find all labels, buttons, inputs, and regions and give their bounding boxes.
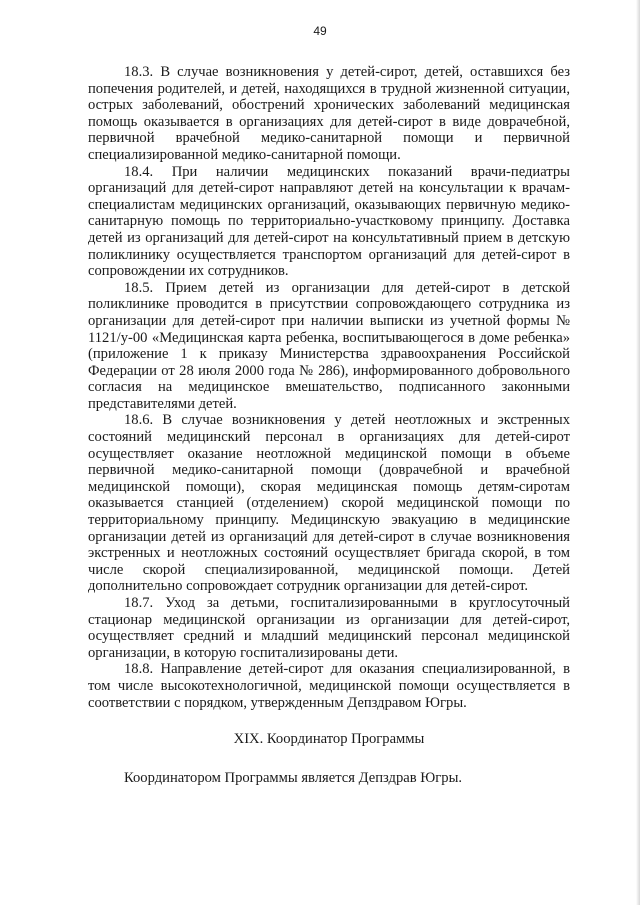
- paragraph-18-5: 18.5. Прием детей из организации для детей-сирот в детской поликлинике проводится в присутствии сопровождающего сотрудника из организации для детей-сирот при наличии выписки из учетной формы № 1121/у-00 «Медицинская карта ребенка, воспитывающегося в доме ребенка» (приложение 1 к приказу Министерства здравоохранения Российской Федерации от 28 июля 2000 года № 286), информированного добровольного согласия на медицинское вмешательство, подписанного законными представителями детей.: [88, 279, 570, 412]
- paragraph-18-6: 18.6. В случае возникновения у детей неотложных и экстренных состояний медицинский персонал в организациях для детей-сирот осуществляет оказание неотложной медицинской помощи в объеме первичной медико-санитарной помощи (доврачебной и врачебной медицинской помощи), скорая медицинская помощь детям-сиротам оказывается станцией (отделением) скорой медицинской помощи по территориальному принципу. Медицинскую эвакуацию в медицинские организации детей из организаций для детей-сирот в случае возникновения экстренных и неотложных состояний осуществляет бригада скорой, в том числе скорой специализированной, медицинской помощи. Детей дополнительно сопровождает сотрудник организации для детей-сирот.: [88, 412, 570, 595]
- page-number: 49: [313, 24, 327, 38]
- paragraph-18-8: 18.8. Направление детей-сирот для оказания специализированной, в том числе высокотехнологичной, медицинской помощи осуществляется в соответствии с порядком, утвержденным Депздравом Югры.: [88, 661, 570, 711]
- paragraph-18-3: 18.3. В случае возникновения у детей-сирот, детей, оставшихся без попечения родителей, и детей, находящихся в трудной жизненной ситуации, острых заболеваний, обострений хронических заболеваний медицинская помощь оказывается в организациях для детей-сирот в виде доврачебной, первичной врачебной медико-санитарной помощи и первичной специализированной медико-санитарной помощи.: [88, 64, 570, 163]
- paragraph-18-4: 18.4. При наличии медицинских показаний врачи-педиатры организаций для детей-сирот направляют детей на консультации к врачам-специалистам медицинских организаций, оказывающих первичную медико-санитарную помощь по территориально-участковому принципу. Доставка детей из организаций для детей-сирот на консультативный прием в детскую поликлинику осуществляется транспортом организаций для детей-сирот в сопровождении их сотрудников.: [88, 163, 570, 280]
- document-body: [88, 64, 570, 786]
- scan-edge-shadow: [636, 0, 640, 905]
- section-title: XIX. Координатор Программы: [233, 731, 425, 748]
- paragraph-18-7: 18.7. Уход за детьми, госпитализированными в круглосуточный стационар медицинской организации из организации для детей-сирот, осуществляет средний и младший медицинский персонал медицинской организации, в которую госпитализированы дети.: [88, 595, 570, 661]
- closing-paragraph: Координатором Программы является Депздрав Югры.: [124, 769, 463, 786]
